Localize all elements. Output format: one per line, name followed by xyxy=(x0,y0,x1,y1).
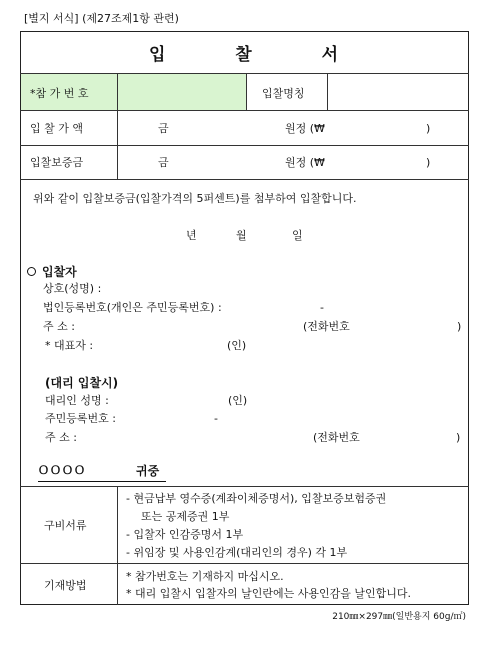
title-char-3: 서 xyxy=(321,45,340,65)
col-divider-4 xyxy=(117,486,118,605)
bidder-reg-dash: - xyxy=(320,301,324,314)
form-reference-note: [별지 서식] (제27조제1항 관련) xyxy=(24,12,179,25)
bid-name-input[interactable] xyxy=(328,74,468,110)
docs-item-1: - 현금납부 영수증(계좌이체증명서), 입찰보증보험증권 xyxy=(126,492,387,505)
deposit-number-input[interactable] xyxy=(345,147,423,178)
rule-6 xyxy=(20,563,469,564)
bid-amount-suffix: 원정 (₩ xyxy=(285,122,325,135)
bid-number-label: *참 가 번 호 xyxy=(30,87,89,100)
agent-reg-label: 주민등록번호 : xyxy=(45,412,116,425)
col-divider-1 xyxy=(117,73,118,179)
agent-phone-close: ) xyxy=(456,431,461,444)
bidder-reg-label: 법인등록번호(개인은 주민등록번호) : xyxy=(43,301,222,314)
deposit-korean-input[interactable] xyxy=(175,147,280,178)
date-year: 년 xyxy=(186,229,197,242)
bid-amount-close: ) xyxy=(426,122,431,135)
method-item-1: * 참가번호는 기재하지 마십시오. xyxy=(126,570,284,583)
method-item-2: * 대리 입찰시 입찰자의 날인란에는 사용인감을 날인합니다. xyxy=(126,587,411,600)
agent-reg-dash: - xyxy=(214,412,218,425)
paper-size-note: 210㎜×297㎜(일반용지 60g/㎡) xyxy=(332,612,466,622)
bid-amount-prefix: 금 xyxy=(158,122,169,135)
col-divider-2 xyxy=(246,73,247,110)
agent-address-label: 주 소 : xyxy=(45,431,77,444)
rule-4 xyxy=(20,179,469,180)
bidder-rep-label: * 대표자 : xyxy=(45,339,94,352)
deposit-close: ) xyxy=(426,156,431,169)
date-month: 월 xyxy=(236,229,247,242)
rule-3 xyxy=(20,145,469,146)
bidder-seal: (인) xyxy=(227,339,247,352)
agent-phone-label: (전화번호 xyxy=(313,431,360,444)
title-char-2: 찰 xyxy=(235,45,254,65)
bidder-phone-label: (전화번호 xyxy=(303,320,350,333)
rule-5 xyxy=(20,486,469,487)
agent-heading: (대리 입찰시) xyxy=(45,376,119,390)
addressee-underline xyxy=(38,481,166,482)
docs-item-2: - 입찰자 인감증명서 1부 xyxy=(126,528,244,541)
date-day: 일 xyxy=(292,229,303,242)
deposit-label: 입찰보증금 xyxy=(30,156,84,169)
bidder-phone-close: ) xyxy=(457,320,462,333)
docs-label: 구비서류 xyxy=(44,519,87,532)
bidder-name-label: 상호(성명) : xyxy=(43,282,102,295)
docs-item-3: - 위임장 및 사용인감계(대리인의 경우) 각 1부 xyxy=(126,546,348,559)
bidder-bullet-icon xyxy=(27,267,36,276)
method-label: 기재방법 xyxy=(44,579,87,592)
bidder-address-label: 주 소 : xyxy=(43,320,75,333)
deposit-prefix: 금 xyxy=(158,156,169,169)
bid-number-input[interactable] xyxy=(118,74,246,110)
bid-amount-number-input[interactable] xyxy=(345,112,423,144)
form-title xyxy=(20,40,469,65)
bid-name-label: 입찰명칭 xyxy=(262,87,305,100)
statement-text: 위와 같이 입찰보증금(입찰가격의 5퍼센트)를 첨부하여 입찰합니다. xyxy=(33,192,357,205)
agent-name-label: 대리인 성명 : xyxy=(45,394,109,407)
deposit-suffix: 원정 (₩ xyxy=(285,156,325,169)
title-char-1: 입 xyxy=(149,45,168,65)
addressee-marks: ＯＯＯＯ xyxy=(38,464,86,477)
rule-2 xyxy=(20,110,469,111)
addressee-suffix: 귀중 xyxy=(136,464,160,478)
agent-seal: (인) xyxy=(228,394,248,407)
bid-amount-korean-input[interactable] xyxy=(175,112,280,144)
bidder-heading: 입찰자 xyxy=(42,265,77,279)
docs-item-1-cont: 또는 공제증권 1부 xyxy=(141,510,230,523)
bid-amount-label: 입 찰 가 액 xyxy=(30,122,83,135)
